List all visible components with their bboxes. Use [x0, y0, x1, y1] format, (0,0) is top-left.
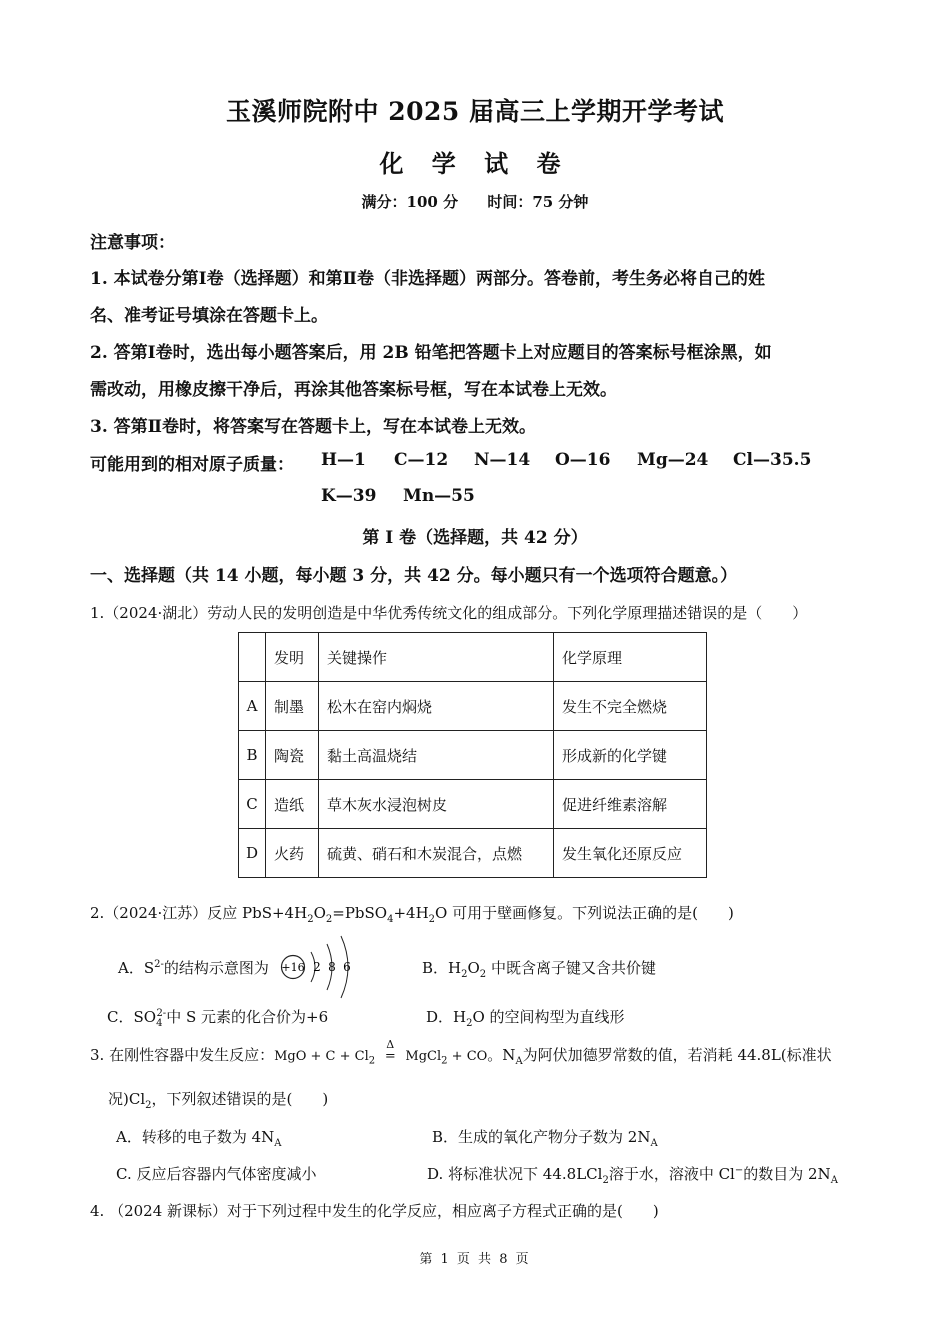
- time-info: 时间：75 分钟: [487, 193, 589, 211]
- q1-stem: 1.（2024·湖北）劳动人民的发明创造是中华优秀传统文化的组成部分。下列化学原理描述错误的是（ ）: [90, 604, 808, 622]
- q2-option-a: A．$S^{2-}$的结构示意图为: [118, 959, 269, 977]
- atomic-masses-label: 可能用到的相对原子质量：: [90, 455, 294, 475]
- q3-option-c: C. 反应后容器内气体密度减小: [116, 1165, 317, 1183]
- q3-stem-line-1: 3. 在刚性容器中发生反应：MgO + $C + Cl_2$ Δ = MgCl$_2$ + CO。$N_A$为阿伏加德罗常数的值，若消耗 44.8L(标准状: [90, 1038, 832, 1067]
- note-2-line-2: 需改动，用橡皮擦干净后，再涂其他答案标号框，写在本试卷上无效。: [90, 380, 617, 400]
- q4-stem: 4. （2024 新课标）对于下列过程中发生的化学反应，相应离子方程式正确的是( ): [90, 1202, 659, 1220]
- exam-title: 玉溪师院附中 2025 届高三上学期开学考试: [226, 97, 724, 126]
- q3-stem-line-2: 况)$Cl_2$，下列叙述错误的是( ): [108, 1090, 329, 1111]
- q2-stem: 2.（2024·江苏）反应 $PbS+4H_2O_2=PbSO_4+4H_2O$ 可用于壁画修复。下列说法正确的是( ): [90, 904, 734, 925]
- mass-c: C—12: [394, 450, 449, 470]
- mass-mg: Mg—24: [637, 450, 709, 470]
- note-1-line-2: 名、准考证号填涂在答题卡上。: [90, 306, 328, 326]
- section-heading: 一、选择题（共 14 小题，每小题 3 分，共 42 分。每小题只有一个选项符合题意。）: [90, 566, 738, 586]
- mass-k: K—39: [321, 486, 377, 506]
- table-cell: 促进纤维素溶解: [554, 780, 707, 829]
- table-row: [239, 682, 707, 731]
- table-cell: 火药: [266, 829, 319, 878]
- table-cell: C: [239, 780, 266, 829]
- q3-option-b: B．生成的氧化产物分子数为 $2N_A$: [432, 1128, 658, 1149]
- table-header: 关键操作: [319, 633, 554, 682]
- table-cell: 发生氧化还原反应: [554, 829, 707, 878]
- table-row: [239, 829, 707, 878]
- table-cell: 黏土高温烧结: [319, 731, 554, 780]
- reaction-equation: MgO + $C + Cl_2$ Δ = MgCl$_2$ + CO: [274, 1038, 488, 1067]
- note-2-line-1: 2. 答第Ⅰ卷时，选出每小题答案后，用 2B 铅笔把答题卡上对应题目的答案标号框涂黑，如: [90, 343, 772, 363]
- table-cell: 硫黄、硝石和木炭混合，点燃: [319, 829, 554, 878]
- sulfide-structure-diagram: [279, 934, 359, 1004]
- table-cell: 草木灰水浸泡树皮: [319, 780, 554, 829]
- q3-option-d: D. 将标准状况下 44.8LCl$_2$溶于水，溶液中 Cl−的数目为 $2N_A$: [427, 1165, 838, 1186]
- table-cell: D: [239, 829, 266, 878]
- mass-n: N—14: [474, 450, 531, 470]
- table-cell: 形成新的化学键: [554, 731, 707, 780]
- table-header-row: [239, 633, 707, 682]
- score-info: 满分：100 分: [361, 193, 459, 211]
- table-cell: 陶瓷: [266, 731, 319, 780]
- notes-heading: 注意事项：: [90, 233, 175, 253]
- page-number: 第 1 页 共 8 页: [419, 1252, 531, 1267]
- table-cell: B: [239, 731, 266, 780]
- q2-option-c: C．$SO_4^{2-}$中 S 元素的化合价为+6: [107, 1008, 329, 1029]
- q3-option-a: A．转移的电子数为 $4N_A$: [116, 1128, 282, 1149]
- exam-meta: [0, 191, 950, 212]
- nucleus-charge: +16: [281, 961, 305, 974]
- table-header: 发明: [266, 633, 319, 682]
- q2-option-b: B．$H_2O_2$ 中既含离子键又含共价键: [422, 959, 656, 980]
- table-row: [239, 731, 707, 780]
- part-title: 第 I 卷（选择题，共 42 分）: [362, 528, 588, 548]
- table-cell: 造纸: [266, 780, 319, 829]
- note-3: 3. 答第Ⅱ卷时，将答案写在答题卡上，写在本试卷上无效。: [90, 417, 536, 437]
- table-cell: [239, 633, 266, 682]
- mass-cl: Cl—35.5: [733, 450, 812, 470]
- table-cell: 松木在窑内焖烧: [319, 682, 554, 731]
- exam-subtitle: 化 学 试 卷: [379, 149, 571, 178]
- table-cell: 制墨: [266, 682, 319, 731]
- shell-3-electrons: 6: [343, 960, 351, 974]
- table-header: 化学原理: [554, 633, 707, 682]
- q1-table: [238, 632, 707, 878]
- shell-1-electrons: 2: [313, 960, 321, 974]
- mass-o: O—16: [555, 450, 611, 470]
- shell-2-electrons: 8: [328, 960, 336, 974]
- table-cell: 发生不完全燃烧: [554, 682, 707, 731]
- table-cell: A: [239, 682, 266, 731]
- mass-h: H—1: [321, 450, 366, 470]
- note-1-line-1: 1. 本试卷分第Ⅰ卷（选择题）和第Ⅱ卷（非选择题）两部分。答卷前，考生务必将自己的姓: [90, 269, 765, 289]
- q2-option-d: D．$H_2O$ 的空间构型为直线形: [426, 1008, 625, 1029]
- table-row: [239, 780, 707, 829]
- mass-mn: Mn—55: [403, 486, 475, 506]
